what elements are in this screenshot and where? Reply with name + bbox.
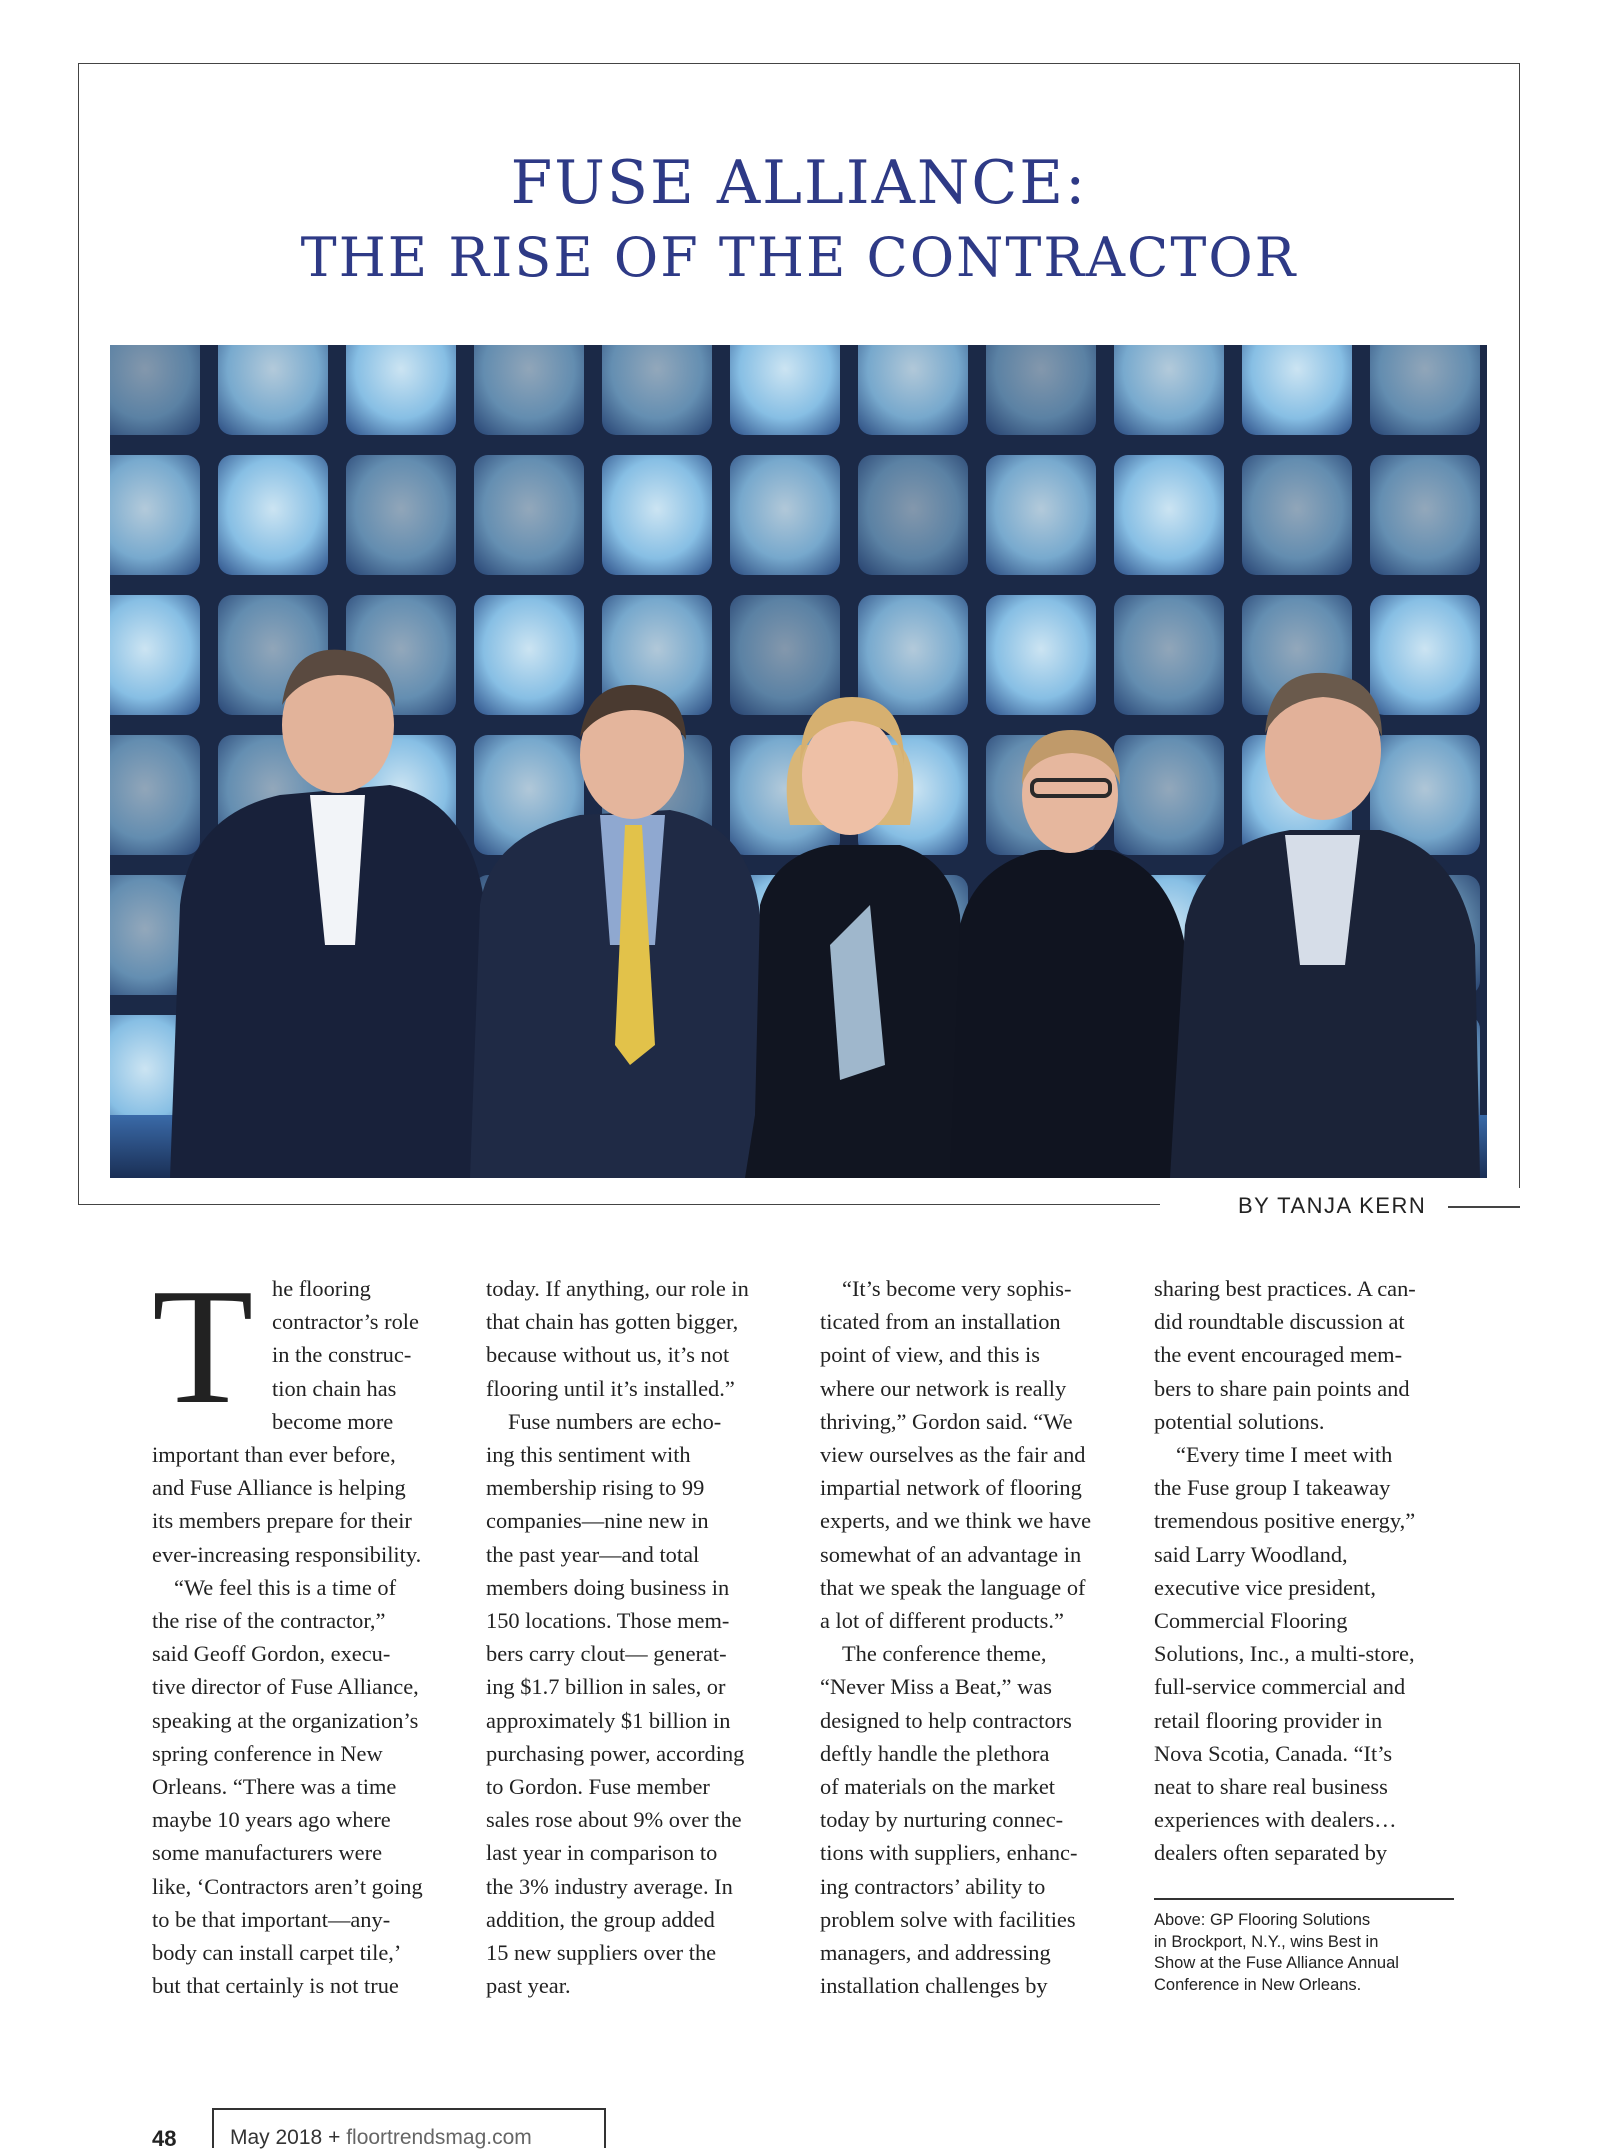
article-line: deftly handle the plethora [820,1740,1050,1766]
caption-line: Above: GP Flooring Solutions [1154,1911,1371,1929]
article-line: tive director of Fuse Alliance, [152,1674,419,1700]
group-photo [110,345,1487,1178]
headline-line2: THE RISE OF THE CONTRACTOR [300,226,1298,289]
article-line: “It’s become very sophis- [842,1276,1072,1301]
backdrop-panel [1242,455,1352,575]
article-column-4 [1154,1272,1474,1870]
article-line: addition, the group added [486,1906,715,1932]
backdrop-panel [1370,345,1480,435]
article-line: speaking at the organization’s [152,1707,419,1733]
backdrop-panel [1370,595,1480,715]
article-line: to be that important—any- [152,1906,391,1932]
article-line: Fuse numbers are echo- [508,1408,722,1434]
article-line: 15 new suppliers over the [486,1940,717,1966]
article-line: flooring until it’s installed.” [486,1375,735,1401]
article-line: problem solve with facilities [820,1906,1076,1932]
backdrop-panel [730,345,840,435]
article-line: that chain has gotten bigger, [486,1309,739,1335]
caption-line: Conference in New Orleans. [1154,1975,1362,1994]
article-line: did roundtable discussion at [1154,1309,1405,1335]
article-line: designed to help contractors [820,1707,1072,1733]
article-line: said Larry Woodland, [1154,1541,1348,1567]
backdrop-panel [346,455,456,575]
backdrop-panel [1114,455,1224,575]
article-line: members doing business in [486,1574,730,1600]
backdrop-panel [110,345,200,435]
article-line: last year in comparison to [486,1840,718,1866]
article-line: point of view, and this is [820,1342,1040,1368]
article-line: body can install carpet tile,’ [152,1940,402,1966]
article-line: contractor’s role [272,1309,419,1335]
backdrop-panel [218,345,328,435]
article-line: The conference theme, [842,1641,1047,1667]
caption-line: in Brockport, N.Y., wins Best in [1154,1932,1379,1951]
article-line: tremendous positive energy,” [1154,1508,1416,1534]
column-4-text [1154,1272,1474,1870]
article-line: some manufacturers were [152,1840,383,1866]
article-line: tions with suppliers, enhanc- [820,1840,1078,1866]
backdrop-panel [110,735,200,855]
article-line: important than ever before, [152,1442,396,1468]
article-line: ever-increasing responsibility. [152,1541,422,1567]
article-line: view ourselves as the fair and [820,1442,1086,1468]
backdrop-panel [986,595,1096,715]
article-line: “Every time I meet with [1176,1442,1393,1468]
backdrop-panel [602,345,712,435]
article-line: ing $1.7 billion in sales, or [486,1674,726,1700]
article-line: somewhat of an advantage in [820,1541,1082,1567]
backdrop-panel [110,455,200,575]
article-line: in the construc- [272,1342,412,1368]
footer-issue [230,2126,532,2150]
backdrop-panel [474,345,584,435]
drop-cap: T [152,1254,254,1438]
article-line: “We feel this is a time of [174,1574,397,1600]
backdrop-panel [730,595,840,715]
article-line: Commercial Flooring [1154,1608,1348,1634]
article-line: sales rose about 9% over the [486,1807,742,1833]
article-line: its members prepare for their [152,1508,412,1534]
backdrop-panel [858,345,968,435]
article-line: approximately $1 billion in [486,1707,731,1733]
article-column-1 [152,1254,474,2002]
caption-rule [1154,1898,1454,1900]
backdrop-panel [346,345,456,435]
article-line: like, ‘Contractors aren’t going [152,1873,423,1899]
backdrop-panel [602,455,712,575]
byline-rule [1448,1206,1520,1208]
article-line: membership rising to 99 [486,1475,705,1501]
article-line: Orleans. “There was a time [152,1774,397,1800]
article-line: thriving,” Gordon said. “We [820,1408,1073,1434]
article-line: he flooring [272,1276,371,1301]
page-number: 48 [152,2126,177,2151]
byline: BY TANJA KERN [1238,1193,1427,1218]
headline-line1: FUSE ALLIANCE: [510,148,1088,218]
article-line: experts, and we think we have [820,1508,1092,1534]
backdrop-panel [858,595,968,715]
backdrop-panel [1114,735,1224,855]
backdrop-panel [730,455,840,575]
issue-date: May 2018 [230,2126,323,2149]
backdrop-panel [986,455,1096,575]
article-line: Solutions, Inc., a multi-store, [1154,1641,1415,1667]
column-2-text [486,1272,806,2002]
backdrop-panel [1370,455,1480,575]
backdrop-panel [858,455,968,575]
article-line: past year. [486,1973,571,1999]
site-link[interactable]: floortrendsmag.com [346,2126,532,2149]
footer-separator: + [328,2126,341,2149]
article-column-2 [486,1272,806,2002]
article-line: installation challenges by [820,1973,1048,1999]
article-line: retail flooring provider in [1154,1707,1383,1733]
article-line: sharing best practices. A can- [1154,1276,1416,1301]
article-line: that we speak the language of [820,1574,1086,1600]
backdrop-panel [986,345,1096,435]
article-line: 150 locations. Those mem- [486,1608,730,1634]
article-line: tion chain has [272,1375,397,1401]
article-line: maybe 10 years ago where [152,1807,391,1833]
article-line: the event encouraged mem- [1154,1342,1403,1368]
article-line: and Fuse Alliance is helping [152,1475,406,1501]
article-line: neat to share real business [1154,1774,1388,1800]
backdrop-panel [1114,595,1224,715]
article-line: said Geoff Gordon, execu- [152,1641,391,1667]
article-line: Nova Scotia, Canada. “It’s [1154,1740,1393,1766]
article-line: the rise of the contractor,” [152,1608,386,1634]
backdrop-panel [474,595,584,715]
backdrop-panel [110,595,200,715]
article-line: managers, and addressing [820,1940,1051,1966]
article-line: ticated from an installation [820,1309,1061,1335]
backdrop-panel [1114,345,1224,435]
article-line: of materials on the market [820,1774,1056,1800]
article-line: bers carry clout— generat- [486,1641,727,1667]
article-line: “Never Miss a Beat,” was [820,1674,1052,1700]
article-line: executive vice president, [1154,1574,1376,1600]
article-line: the past year—and total [486,1541,700,1567]
article-line: potential solutions. [1154,1408,1325,1434]
article-line: dealers often separated by [1154,1840,1388,1866]
article-line: today. If anything, our role in [486,1276,749,1301]
article-line: the 3% industry average. In [486,1873,733,1899]
backdrop-panel [218,455,328,575]
article-line: because without us, it’s not [486,1342,730,1368]
article-line: spring conference in New [152,1740,383,1766]
column-3-text [820,1272,1140,2002]
article-line: today by nurturing connec- [820,1807,1064,1833]
article-column-3 [820,1272,1140,2002]
article-line: full-service commercial and [1154,1674,1406,1700]
footer-divider-right [604,2108,606,2148]
article-line: a lot of different products.” [820,1608,1064,1634]
article-line: ing this sentiment with [486,1442,691,1468]
footer-divider [212,2108,214,2148]
footer-rule [212,2108,606,2110]
article-line: to Gordon. Fuse member [486,1774,710,1800]
article-line: become more [272,1408,394,1434]
article-line: impartial network of flooring [820,1475,1082,1501]
group-photo-illustration [110,345,1487,1178]
backdrop-panel [474,455,584,575]
caption-line: Show at the Fuse Alliance Annual [1154,1954,1399,1972]
article-line: the Fuse group I takeaway [1154,1475,1391,1501]
article-line: companies—nine new in [486,1508,709,1534]
article-line: purchasing power, according [486,1740,745,1766]
article-line: ing contractors’ ability to [820,1873,1046,1899]
article-line: bers to share pain points and [1154,1375,1410,1401]
article-line: where our network is really [820,1375,1067,1401]
article-line: experiences with dealers… [1154,1807,1397,1833]
backdrop-panel [1242,345,1352,435]
photo-caption [1154,1910,1464,1996]
article-line: but that certainly is not true [152,1973,399,1999]
